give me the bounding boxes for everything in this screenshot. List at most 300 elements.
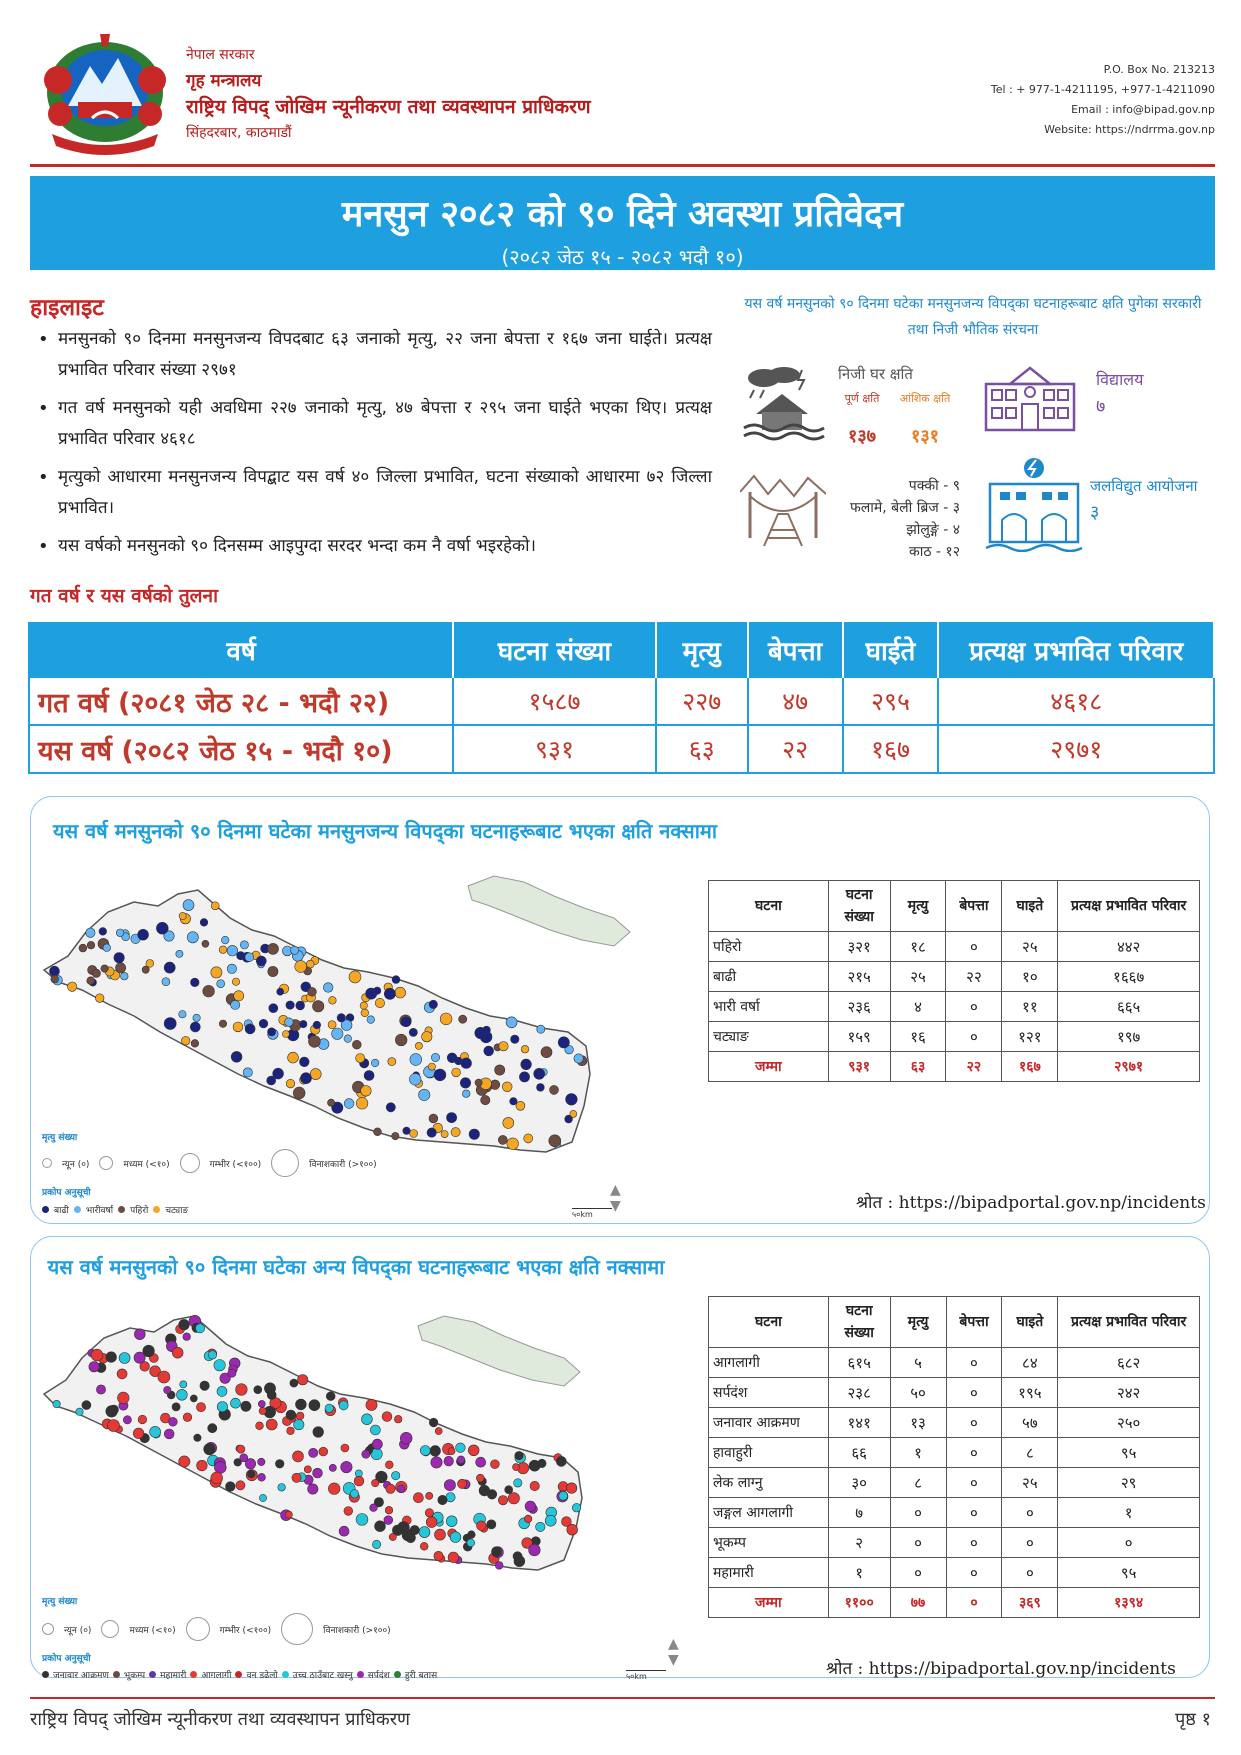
incident-marker (180, 1381, 187, 1388)
cell: २५ (1002, 1468, 1058, 1498)
incident-marker (172, 1347, 183, 1358)
incident-marker (278, 1484, 286, 1492)
incident-marker (356, 1098, 368, 1110)
table-row (709, 992, 1200, 1022)
incident-marker (177, 1389, 188, 1400)
incident-marker (138, 1415, 147, 1424)
incident-marker (403, 1127, 410, 1134)
incident-marker (211, 1472, 223, 1484)
incident-marker (431, 1457, 442, 1468)
incident-marker (519, 1072, 529, 1082)
incident-marker (308, 1484, 318, 1494)
incident-marker (389, 1533, 396, 1540)
cell: ० (1002, 1558, 1058, 1588)
incident-marker (352, 1040, 361, 1049)
incident-marker (68, 982, 77, 991)
incident-marker (259, 1019, 268, 1028)
incident-marker (514, 1479, 522, 1487)
pobox: P.O. Box No. 213213 (1103, 63, 1215, 76)
incident-marker (392, 976, 400, 984)
email[interactable]: Email : info@bipad.gov.np (1071, 103, 1215, 116)
incident-marker (214, 1360, 225, 1371)
incident-marker (448, 1448, 455, 1455)
incident-marker (388, 1058, 396, 1066)
incident-marker (356, 1054, 365, 1063)
title-banner (30, 176, 1215, 270)
incident-marker (349, 971, 361, 983)
incident-marker (375, 998, 384, 1007)
cell: लेक लाग्नु (709, 1468, 829, 1498)
incident-marker (204, 1443, 215, 1454)
incident-marker (492, 1547, 502, 1557)
incident-marker (164, 1429, 174, 1439)
cell: १३ (890, 1408, 946, 1438)
incident-marker (447, 1113, 457, 1123)
incident-marker (295, 961, 307, 973)
cell: २९५ (843, 677, 939, 725)
incident-marker (521, 1045, 529, 1053)
incident-marker (410, 1130, 418, 1138)
cell: ९५ (1058, 1438, 1200, 1468)
col-deaths: मृत्यु (656, 623, 748, 677)
incident-marker (233, 1022, 243, 1032)
incident-marker (429, 1000, 437, 1008)
incident-marker (325, 1404, 333, 1412)
cell: चट्याङ (709, 1022, 829, 1052)
cell: २५ (890, 962, 946, 992)
incident-marker (296, 1399, 307, 1410)
incident-marker (364, 1071, 374, 1081)
incident-marker (286, 1079, 295, 1088)
cell: ० (890, 1528, 946, 1558)
incident-marker (183, 1333, 191, 1341)
incident-marker (435, 1529, 446, 1540)
incident-marker (114, 953, 124, 963)
other-hazards-stats-table (708, 1296, 1200, 1618)
map1-legend (42, 1130, 382, 1216)
incident-marker (258, 1400, 265, 1407)
incident-marker (101, 965, 108, 972)
incident-marker (332, 1028, 343, 1039)
legend-label: भूकम्प (123, 1671, 146, 1681)
col-families: प्रत्यक्ष प्रभावित परिवार (938, 623, 1214, 677)
incident-marker (444, 1456, 454, 1466)
incident-marker (362, 1450, 370, 1458)
incident-marker (296, 1412, 304, 1420)
incident-marker (183, 900, 194, 911)
incident-marker (277, 988, 284, 995)
cell: ९३१ (453, 725, 656, 773)
page-number: पृष्ठ १ (1175, 1709, 1211, 1730)
incident-marker (267, 1076, 276, 1085)
incident-marker (384, 1516, 393, 1525)
incident-marker (487, 1490, 497, 1500)
incident-marker (53, 1400, 60, 1407)
incident-marker (247, 1470, 255, 1478)
incident-marker (234, 991, 244, 1001)
incident-marker (294, 1419, 304, 1429)
highlights-list (36, 324, 712, 569)
incident-marker (372, 1540, 380, 1548)
incident-marker (344, 1507, 353, 1516)
cell: ० (890, 1498, 946, 1528)
incident-marker (87, 977, 95, 985)
incident-marker (513, 1464, 520, 1471)
legend-label: मध्यम (<१०) (123, 1159, 170, 1170)
map2-title: यस वर्ष मनसुनको ९० दिनमा घटेका अन्य विपद्का घटनाहरूबाट भएका क्षति नक्सामा (47, 1255, 665, 1279)
highlights-title: हाइलाइट (30, 295, 104, 321)
cell: २५ (1002, 932, 1058, 962)
incident-marker (119, 1353, 130, 1364)
map2-source[interactable]: श्रोत : https://bipadportal.gov.np/incidents (826, 1659, 1176, 1679)
legend-label: उच्च ठाउँबाट खस्नु (292, 1671, 353, 1681)
cell: ० (946, 992, 1002, 1022)
incident-marker (385, 1461, 393, 1469)
incident-marker (426, 1492, 433, 1499)
incident-marker (386, 1484, 395, 1493)
incident-marker (187, 932, 198, 943)
col-families: प्रत्यक्ष प्रभावित परिवार (1058, 1297, 1200, 1348)
incident-marker (219, 1020, 226, 1027)
cell: ० (946, 1348, 1002, 1378)
incident-marker (440, 1013, 452, 1025)
incident-marker (191, 1040, 199, 1048)
incident-marker (434, 1551, 443, 1560)
incident-marker (515, 1451, 523, 1459)
footer-divider (30, 1697, 1215, 1699)
incident-marker (309, 1036, 321, 1048)
incident-marker (211, 967, 222, 978)
cell: १६६७ (1058, 962, 1200, 992)
incident-marker (76, 1408, 83, 1415)
incident-marker (329, 997, 337, 1005)
incident-marker (498, 1135, 507, 1144)
incident-marker (514, 1556, 525, 1567)
incident-marker (483, 1026, 491, 1034)
incident-marker (227, 964, 236, 973)
incident-marker (227, 945, 238, 956)
scale-bar: ५०km (572, 1208, 612, 1220)
incident-marker (558, 1037, 569, 1048)
cell: ४६१८ (938, 677, 1214, 725)
incident-marker (502, 1082, 512, 1092)
incident-marker (191, 978, 200, 987)
legend-label: वन डढेलो (246, 1671, 278, 1681)
incident-marker (447, 1053, 457, 1063)
legend-label: न्यून (०) (62, 1159, 90, 1170)
incident-marker (291, 946, 299, 954)
incident-marker (434, 1069, 446, 1081)
cell: २५० (1058, 1408, 1200, 1438)
incident-marker (395, 987, 406, 998)
incident-marker (401, 1017, 411, 1027)
incident-marker (86, 928, 95, 937)
contact-info (991, 60, 1215, 140)
incident-marker (106, 1352, 117, 1363)
incident-marker (219, 946, 227, 954)
incident-marker (313, 1427, 324, 1438)
incident-marker (92, 969, 100, 977)
comparison-title: गत वर्ष र यस वर्षको तुलना (30, 585, 219, 607)
incident-marker (341, 1444, 349, 1452)
table-row (709, 1558, 1200, 1588)
incident-marker (203, 985, 215, 997)
incident-marker (300, 1020, 307, 1027)
cell: २३८ (828, 1378, 890, 1408)
letterhead (30, 30, 1215, 160)
incident-marker (328, 1021, 336, 1029)
incident-marker (254, 1386, 262, 1394)
cell: ० (1058, 1528, 1200, 1558)
cell: ० (946, 1378, 1002, 1408)
incident-marker (87, 941, 95, 949)
cell: १५९ (828, 1022, 890, 1052)
incident-marker (266, 1419, 277, 1430)
incident-marker (310, 1069, 321, 1080)
legend-label: पहिरो (130, 1206, 149, 1216)
map1-source[interactable]: श्रोत : https://bipadportal.gov.np/incidents (856, 1193, 1206, 1213)
full-damage-label: पूर्ण क्षति (844, 392, 880, 405)
incident-marker (427, 1128, 436, 1137)
incident-marker (392, 1471, 400, 1479)
incident-marker (409, 1074, 421, 1086)
incident-marker (116, 963, 126, 973)
incident-marker (572, 1503, 581, 1512)
incident-marker (536, 1522, 545, 1531)
nepal-emblem-icon (30, 30, 180, 160)
incident-marker (429, 1418, 438, 1427)
incident-marker (241, 1401, 251, 1411)
legend-hazard-title: प्रकोप अनुसूची (42, 1654, 91, 1664)
legend-label: गम्भीर (<१००) (219, 1625, 272, 1636)
incident-marker (370, 1504, 378, 1512)
incident-marker (162, 978, 170, 986)
cell: ७७ (890, 1588, 946, 1618)
incident-marker (237, 1445, 245, 1453)
cell: भारी वर्षा (709, 992, 829, 1022)
incident-marker (341, 1461, 352, 1472)
incident-marker (200, 919, 208, 927)
incident-marker (566, 1094, 578, 1106)
col-missing: बेपत्ता (946, 1297, 1002, 1348)
incident-marker (344, 1035, 352, 1043)
incident-marker (256, 1422, 264, 1430)
incident-marker (410, 1525, 419, 1534)
incident-marker (183, 1413, 192, 1422)
incident-marker (367, 1016, 375, 1024)
table-row (709, 1408, 1200, 1438)
cell: आगलागी (709, 1348, 829, 1378)
cell: यस वर्ष (२०८२ जेठ १५ - भदौ १०) (29, 725, 453, 773)
incident-marker (109, 1405, 118, 1414)
incident-marker (506, 1017, 517, 1028)
incident-marker (240, 941, 248, 949)
incident-marker (507, 1138, 519, 1150)
incident-marker (537, 1025, 545, 1033)
incident-marker (475, 1079, 482, 1086)
north-arrow-icon: ▲ ▼ (610, 1182, 621, 1214)
legend-label: जनावार आक्रमण (53, 1671, 109, 1681)
incident-marker (468, 1445, 479, 1456)
incident-marker (559, 1492, 568, 1501)
incident-marker (231, 1398, 241, 1408)
cell: ६३ (656, 725, 748, 773)
legend-label: चट्याङ (165, 1206, 189, 1216)
col-events: घटना संख्या (828, 881, 890, 932)
incident-marker (134, 1329, 145, 1340)
cell: ८ (890, 1468, 946, 1498)
cell: ११०० (828, 1588, 890, 1618)
incident-marker (498, 1496, 507, 1505)
incident-marker (370, 1425, 380, 1435)
incident-marker (382, 1412, 392, 1422)
incident-marker (450, 1532, 461, 1543)
incident-marker (419, 1527, 430, 1538)
monsoon-stats-table (708, 880, 1200, 1082)
cell: २ (828, 1528, 890, 1558)
incident-marker (300, 1057, 310, 1067)
incident-marker (510, 1098, 517, 1105)
cell: जम्मा (709, 1588, 829, 1618)
incident-marker (51, 975, 59, 983)
incident-marker (116, 929, 124, 937)
full-damage-value: १३७ (847, 426, 877, 447)
incident-marker (236, 1481, 245, 1490)
incident-marker (451, 1128, 460, 1137)
cell: ४ (890, 992, 946, 1022)
incident-marker (374, 987, 381, 994)
incident-marker (288, 1052, 299, 1063)
incident-marker (350, 1490, 358, 1498)
incident-marker (366, 1399, 377, 1410)
incident-marker (385, 1506, 393, 1514)
table-row (709, 1378, 1200, 1408)
incident-marker (150, 1426, 161, 1437)
cell: १ (828, 1558, 890, 1588)
incident-marker (96, 1385, 105, 1394)
incident-marker (524, 1134, 533, 1143)
cell: ८४ (1002, 1348, 1058, 1378)
incident-marker (245, 953, 254, 962)
partial-damage-value: १३१ (910, 426, 940, 447)
cell: २९ (1058, 1468, 1200, 1498)
incident-marker (103, 944, 111, 952)
table-row (709, 1348, 1200, 1378)
cell: महामारी (709, 1558, 829, 1588)
incident-marker (118, 1392, 130, 1404)
cell: ३६९ (1002, 1588, 1058, 1618)
incident-marker (354, 1476, 364, 1486)
incident-marker (371, 1059, 379, 1067)
highlight-item: • मृत्युको आधारमा मनसुनजन्य विपद्बाट यस वर्ष ४० जिल्ला प्रभावित, घटना संख्याको आधारमा ७२ जिल्ला प्रभावित। (36, 462, 712, 524)
incident-marker (458, 1479, 467, 1488)
incident-marker (196, 1324, 205, 1333)
incident-marker (550, 1085, 559, 1094)
incident-marker (468, 1531, 476, 1539)
incident-marker (508, 1493, 519, 1504)
incident-marker (534, 1068, 545, 1079)
cell: ६३ (890, 1052, 946, 1082)
cell: ७ (828, 1498, 890, 1528)
incident-marker (415, 1042, 422, 1049)
cell: १४१ (828, 1408, 890, 1438)
cell: २१५ (828, 962, 890, 992)
scale-bar: ५०km (626, 1670, 666, 1682)
incident-marker (574, 1054, 583, 1063)
incident-marker (372, 1439, 382, 1449)
incident-marker (525, 1501, 536, 1512)
incident-marker (435, 1428, 442, 1435)
col-year: वर्ष (29, 623, 453, 677)
cell: ६६ (828, 1438, 890, 1468)
incident-marker (429, 1114, 438, 1123)
incident-marker (419, 1089, 430, 1100)
website[interactable]: Website: https://ndrrma.gov.np (1044, 123, 1215, 136)
cell: २२७ (656, 677, 748, 725)
col-events: घटना संख्या (453, 623, 656, 677)
incident-marker (329, 1464, 336, 1471)
col-missing: बेपत्ता (748, 623, 843, 677)
incident-marker (566, 1483, 577, 1494)
incident-marker (446, 1516, 457, 1527)
incident-marker (193, 1014, 200, 1021)
incident-marker (425, 1509, 433, 1517)
cell: जनावार आक्रमण (709, 1408, 829, 1438)
address: सिंहदरबार, काठमाडौं (186, 125, 292, 141)
cell: २४२ (1058, 1378, 1200, 1408)
incident-marker (108, 1420, 120, 1432)
cell: ० (946, 1528, 1002, 1558)
incident-marker (194, 1434, 201, 1441)
cell: ० (946, 1498, 1002, 1528)
locator-inset-map (464, 856, 634, 956)
incident-marker (243, 1068, 252, 1077)
cell: २३६ (828, 992, 890, 1022)
legend-hazard-title: प्रकोप अनुसूची (42, 1188, 91, 1198)
table-row (709, 932, 1200, 962)
authority-name: राष्ट्रिय विपद् जोखिम न्यूनीकरण तथा व्यवस्थापन प्राधिकरण (186, 96, 591, 118)
cell: ० (946, 1408, 1002, 1438)
incident-marker (293, 1087, 305, 1099)
incident-marker (457, 1456, 465, 1464)
col-families: प्रत्यक्ष प्रभावित परिवार (1058, 881, 1200, 932)
incident-marker (430, 1446, 441, 1457)
cell: ३० (828, 1468, 890, 1498)
incident-marker (459, 1015, 467, 1023)
incident-marker (190, 1395, 197, 1402)
incident-marker (169, 1417, 178, 1426)
incident-marker (420, 1446, 430, 1456)
incident-marker (524, 1515, 532, 1523)
header-divider (30, 164, 1215, 167)
incident-marker (290, 1379, 298, 1387)
incident-marker (292, 1473, 301, 1482)
incident-marker (286, 1001, 294, 1009)
highlight-item: • गत वर्ष मनसुनको यही अवधिमा २२७ जनाको मृत्यु, ४७ बेपत्ता र २९५ जना घाईते भएका थिए। प्रत्यक्ष प्रभावित परिवार ४६१८ (36, 393, 712, 455)
incident-marker (410, 1054, 422, 1066)
incident-marker (392, 1132, 399, 1139)
incident-marker (438, 1495, 447, 1504)
hydropower-dam-icon (984, 456, 1084, 552)
incident-marker (339, 1526, 349, 1536)
incident-marker (196, 1403, 205, 1412)
legend-label: बाढी (54, 1206, 69, 1216)
cell: ११ (1002, 992, 1058, 1022)
incident-marker (286, 1410, 296, 1420)
bridge-item: झोलुङ्गे - ४ (906, 522, 960, 538)
partial-damage-label: आंशिक क्षति (899, 392, 951, 405)
incident-marker (217, 1402, 227, 1412)
